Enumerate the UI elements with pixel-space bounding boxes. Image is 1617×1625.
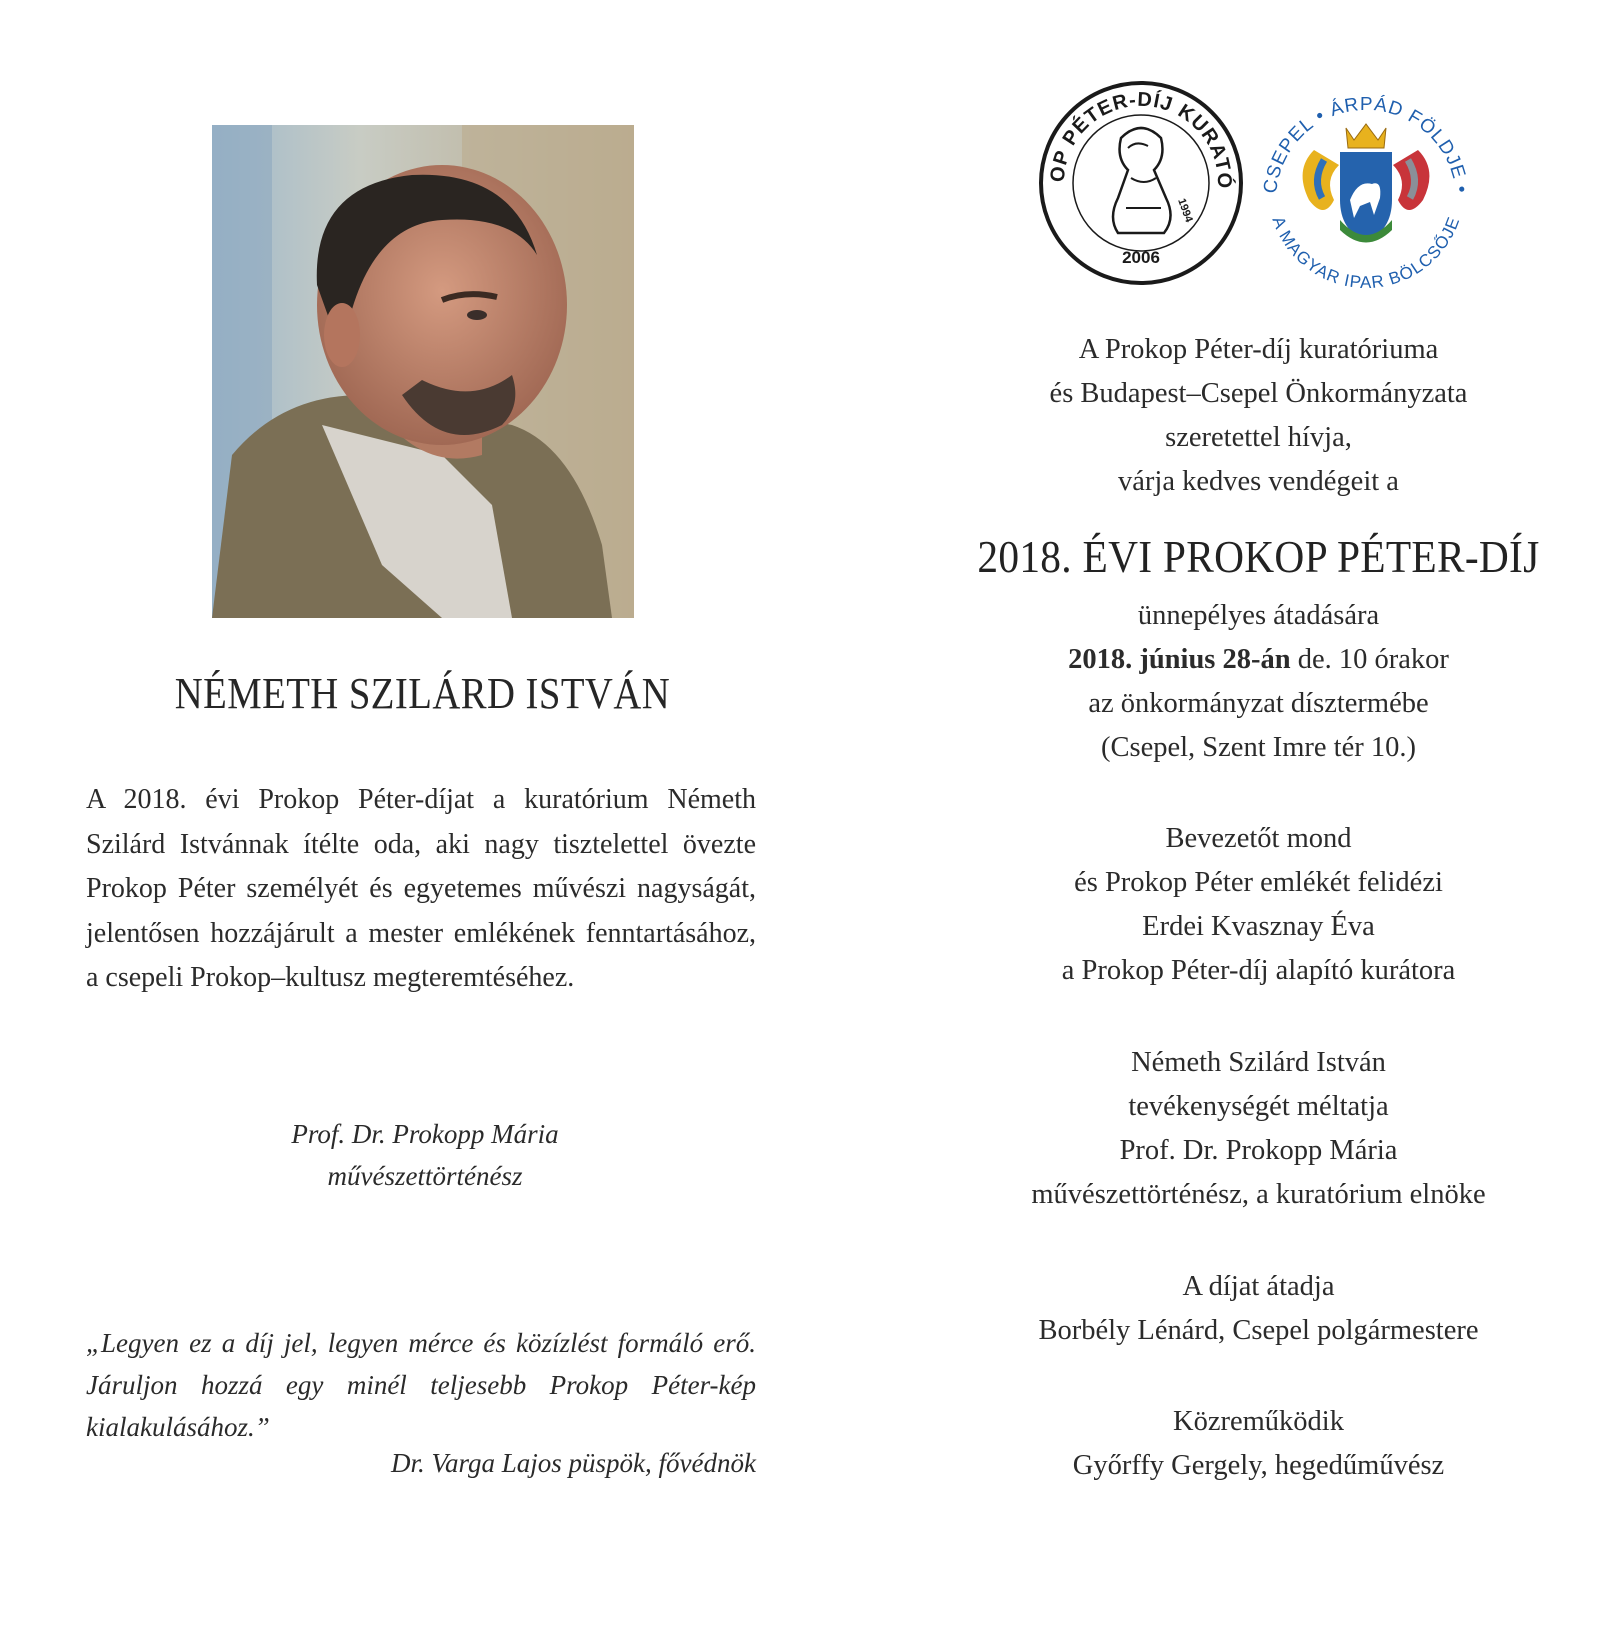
invite-line-3: szeretettel hívja,	[1165, 422, 1352, 453]
quote-author: Dr. Varga Lajos püspök, fővédnök	[391, 1448, 756, 1478]
laudation-author-title: művészettörténész	[327, 1161, 523, 1191]
event-title: 2018. ÉVI PROKOP PÉTER-DÍJ	[977, 531, 1540, 582]
venue-line: az önkormányzat dísztermébe	[1088, 688, 1429, 719]
award-presenter: Borbély Lénárd, Csepel polgármestere	[1038, 1315, 1479, 1346]
performer-name: Győrffy Gergely, hegedűművész	[1072, 1450, 1445, 1481]
bishop-quote: „Legyen ez a díj jel, legyen mérce és közízlést formáló erő. Járuljon hozzá egy minél teljesebb Prokop Péter-kép kialakulásához.”	[86, 1328, 756, 1442]
crest-text-bottom: A MAGYAR IPAR BÖLCSŐJE	[1268, 213, 1464, 293]
praise-speaker: Prof. Dr. Prokopp Mária	[1119, 1135, 1398, 1166]
right-page	[900, 0, 1617, 1625]
invite-line-5: ünnepélyes átadására	[1137, 600, 1380, 631]
intro-speaker: Erdei Kvasznay Éva	[1142, 911, 1375, 942]
award-line-1: A díjat átadja	[1182, 1271, 1335, 1302]
venue-address: (Csepel, Szent Imre tér 10.)	[1101, 732, 1416, 763]
praise-line-2: tevékenységét méltatja	[1128, 1091, 1389, 1122]
prokop-kuratorium-seal-logo	[1036, 78, 1246, 288]
invite-line-2: és Budapest–Csepel Önkormányzata	[1049, 378, 1468, 409]
performer-line-1: Közreműködik	[1173, 1406, 1344, 1437]
seal-year: 2006	[1122, 248, 1160, 267]
intro-line-2: és Prokop Péter emlékét felidézi	[1074, 867, 1443, 898]
crest-text-top: CSEPEL • ÁRPÁD FÖLDJE •	[1260, 93, 1472, 195]
invite-line-1: A Prokop Péter-díj kuratóriuma	[1078, 334, 1439, 365]
laudation-author: Prof. Dr. Prokopp Mária	[291, 1119, 559, 1149]
invite-line-4: várja kedves vendégeit a	[1118, 466, 1399, 497]
event-time: de. 10 órakor	[1290, 644, 1449, 675]
portrait-photo	[212, 125, 634, 618]
intro-line-1: Bevezetőt mond	[1165, 823, 1352, 854]
seal-side-year: 1994	[1175, 196, 1195, 225]
event-date-line	[900, 644, 1617, 676]
csepel-crest-logo	[1254, 80, 1478, 294]
laudation-text: A 2018. évi Prokop Péter-díjat a kuratórium Németh Szilárd Istvánnak ítélte oda, aki nagy tisztelettel övezte Prokop Péter személyét és egyetemes művészi nagyságát, jelentősen hozzájárult a mester emlékének fenntartásához, a csepeli Prokop–kultusz megteremtéséhez.	[86, 784, 756, 993]
intro-speaker-title: a Prokop Péter-díj alapító kurátora	[1061, 955, 1456, 986]
seal-text: OP PÉTER-DÍJ KURATÓ	[1046, 88, 1236, 190]
left-page	[0, 0, 800, 1625]
laudation-signature	[140, 1113, 710, 1197]
praise-speaker-title: művészettörténész, a kuratórium elnöke	[1031, 1179, 1486, 1210]
praise-line-1: Németh Szilárd István	[1131, 1047, 1386, 1078]
event-date: 2018. június 28-án	[1068, 644, 1291, 675]
honoree-name: NÉMETH SZILÁRD ISTVÁN	[174, 669, 671, 718]
